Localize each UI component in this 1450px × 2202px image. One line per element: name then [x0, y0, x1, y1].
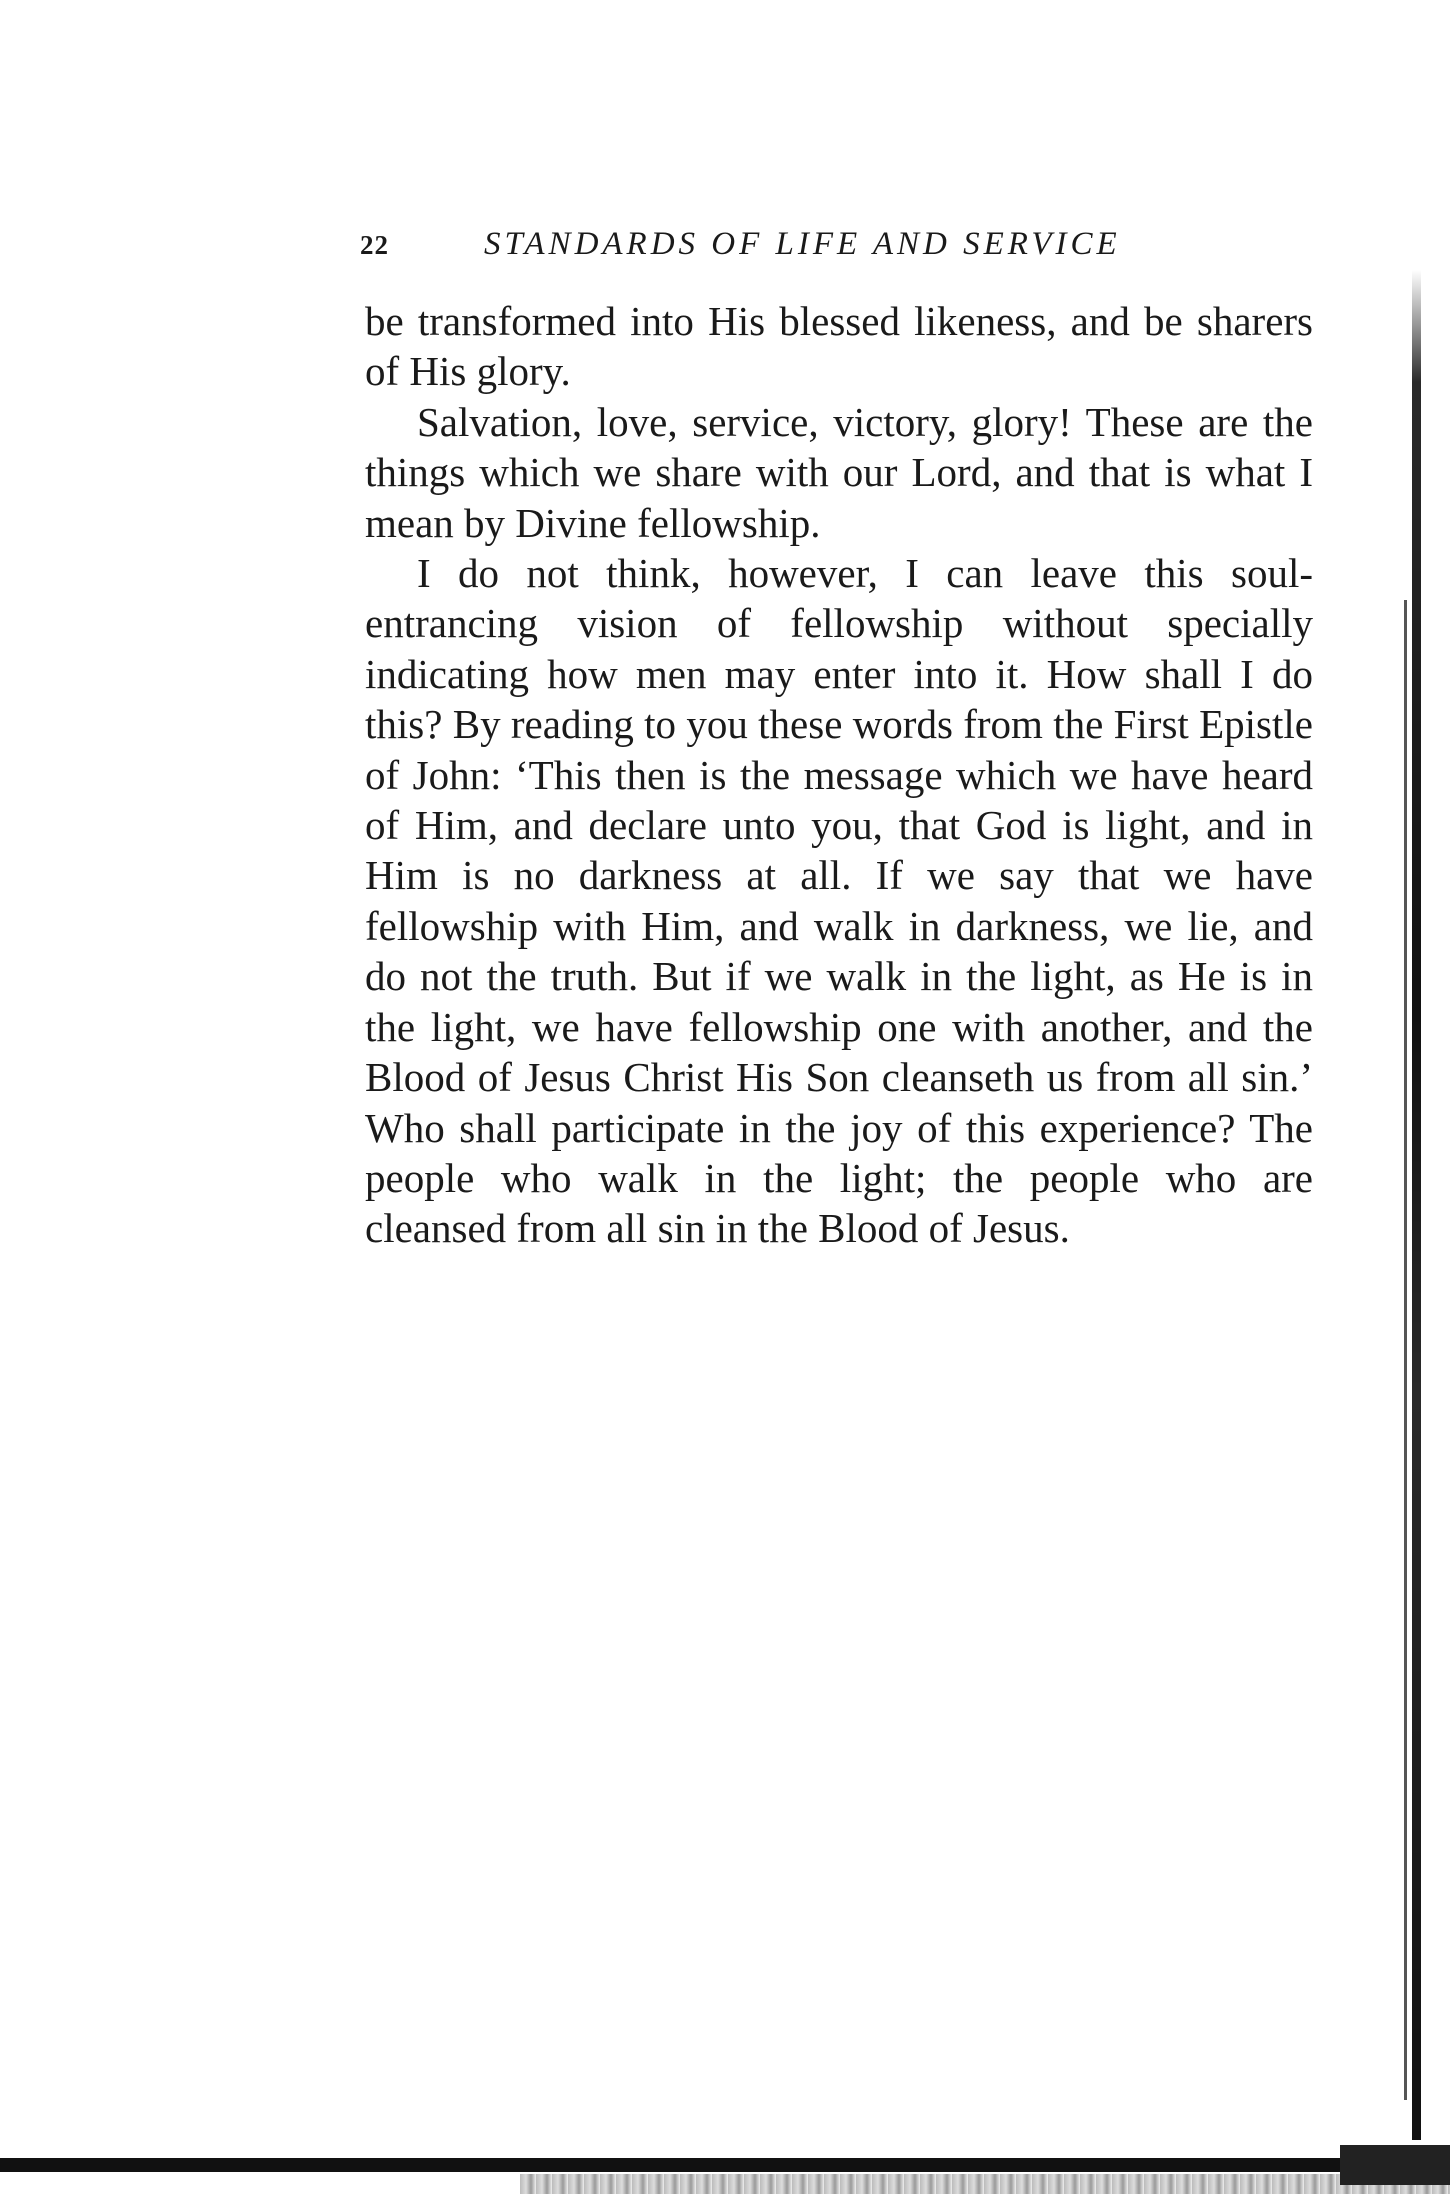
scan-bottom-noise — [520, 2174, 1450, 2194]
body-text — [365, 296, 1313, 1254]
scan-corner-shadow — [1340, 2145, 1450, 2185]
page-number: 22 — [360, 230, 389, 260]
running-head — [360, 226, 1300, 270]
running-title: STANDARDS OF LIFE AND SERVICE — [484, 226, 1121, 262]
scan-bottom-border — [0, 2158, 1450, 2172]
paragraph-1: be transformed into His blessed likeness, and be sharers of His glory. — [365, 298, 1313, 395]
scan-edge-shadow — [1412, 270, 1421, 2140]
scan-edge-line — [1404, 600, 1407, 2100]
paragraph-3: I do not think, however, I can leave this soul-entrancing vision of fellowship without specially indicating how men may enter into it. How shall I do this? By reading to you these words from the First Epistle of John: ‘This then is the message which we have heard of Him, and declare unto you, that God is light, and in Him is no darkness at all. If we say that we have fellowship with Him, and walk in darkness, we lie, and do not the truth. But if we walk in the light, as He is in the light, we have fellowship one with another, and the Blood of Jesus Christ His Son cleanseth us from all sin.’ Who shall participate in the joy of this experience? The people who walk in the light; the people who are cleansed from all sin in the Blood of Jesus. — [365, 550, 1313, 1252]
paragraph-2: Salvation, love, service, victory, glory! These are the things which we share with our Lord, and that is what I mean by Divine fellowship. — [365, 398, 1313, 546]
